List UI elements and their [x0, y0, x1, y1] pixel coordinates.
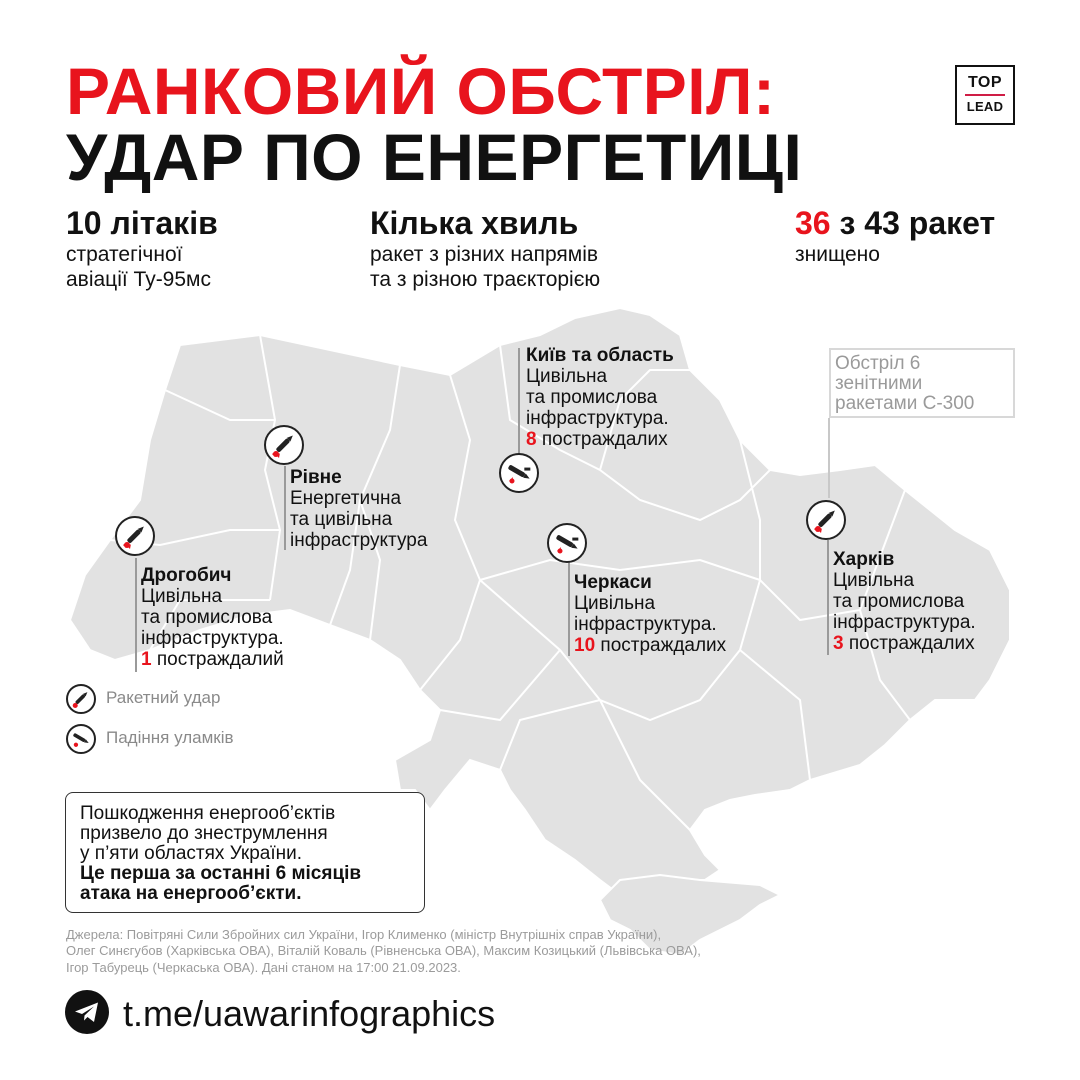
rivne-line1: Енергетична: [290, 487, 402, 509]
stat-waves-line1: ракет з різних напрямів: [370, 242, 599, 266]
cherkasy-line2: інфраструктура.: [574, 613, 717, 635]
missile-strike-icon: [66, 684, 96, 714]
sources-line2: Олег Синєгубов (Харківська ОВА), Віталій Коваль (Рівненська ОВА), Максим Козицький (Львівська ОВА),: [66, 943, 701, 959]
missile-strike-icon: [115, 516, 155, 556]
page-title-line1: РАНКОВИЙ ОБСТРІЛ:: [66, 54, 776, 128]
kharkiv-line1: Цивільна: [833, 569, 915, 591]
missile-strike-icon: [264, 425, 304, 465]
rivne-callout-line: [284, 466, 286, 550]
stat-planes-headline: 10 літаків: [66, 205, 218, 241]
kharkiv-victims: [833, 634, 976, 655]
stat-waves-headline: Кілька хвиль: [370, 205, 579, 241]
telegram-icon[interactable]: [65, 990, 109, 1034]
kyiv-line3: інфраструктура.: [526, 407, 669, 429]
kharkiv-note-line2: зенітними: [835, 372, 923, 394]
cherkasy-callout-line: [568, 560, 570, 656]
debris-icon: [499, 453, 539, 493]
debris-icon: [66, 724, 96, 754]
kharkiv-note-connector: [828, 418, 830, 498]
rivne-line2: та цивільна: [290, 508, 393, 530]
stat-waves: [370, 205, 600, 292]
sources-line3: Ігор Табурець (Черкаська ОВА). Дані станом на 17:00 21.09.2023.: [66, 959, 461, 975]
drohobych-line3: інфраструктура.: [141, 627, 284, 649]
kyiv-victim-label: постраждалих: [536, 428, 668, 450]
kharkiv-line2: та промислова: [833, 590, 965, 612]
info-bold2: атака на енергооб’єкти.: [80, 882, 302, 904]
kharkiv-line3: інфраструктура.: [833, 611, 976, 633]
city-kyiv: [526, 346, 674, 450]
kharkiv-s300-note: [829, 348, 1015, 418]
kharkiv-note-line3: ракетами С-300: [835, 392, 975, 414]
stat-planes: [66, 205, 218, 292]
info-line2: призвело до знеструмлення: [80, 822, 328, 844]
kyiv-name: Київ та область: [526, 345, 674, 366]
info-line1: Пошкодження енергооб’єктів: [80, 803, 336, 824]
kharkiv-victim-label: постраждалих: [843, 632, 975, 654]
kharkiv-victim-count: 3: [833, 632, 844, 654]
stat-planes-line1: стратегічної: [66, 242, 183, 266]
kyiv-line2: та промислова: [526, 386, 658, 408]
drohobych-victim-count: 1: [141, 648, 152, 670]
info-line3: у п’яти областях України.: [80, 842, 303, 864]
drohobych-line1: Цивільна: [141, 585, 223, 607]
kyiv-line1: Цивільна: [526, 365, 608, 387]
city-cherkasy: [574, 573, 726, 657]
city-rivne: [290, 468, 427, 552]
stat-planes-line2: авіації Ту-95мс: [66, 267, 211, 291]
kharkiv-name: Харків: [833, 549, 895, 570]
drohobych-victim-label: постраждалий: [151, 648, 284, 670]
drohobych-callout-line: [135, 558, 137, 672]
missile-strike-icon: [806, 500, 846, 540]
stat-missiles-rest: з 43 ракет: [830, 205, 996, 241]
sources: [66, 927, 866, 976]
city-kharkiv: [833, 550, 976, 654]
legend-debris-label: Падіння уламків: [106, 728, 234, 747]
cherkasy-name: Черкаси: [574, 572, 652, 593]
rivne-line3: інфраструктура: [290, 529, 428, 551]
kyiv-victims: [526, 430, 674, 451]
cherkasy-victim-label: постраждалих: [595, 634, 727, 656]
debris-icon: [547, 523, 587, 563]
stat-missiles-line1: знищено: [795, 242, 880, 266]
info-box: [65, 792, 425, 913]
stat-missiles-headline: [795, 205, 995, 242]
kyiv-victim-count: 8: [526, 428, 537, 450]
kharkiv-note-line1: Обстріл 6: [835, 353, 921, 374]
kyiv-callout-line: [518, 348, 520, 453]
telegram-channel-link[interactable]: t.me/uawarinfographics: [123, 993, 496, 1034]
drohobych-line2: та промислова: [141, 606, 273, 628]
stat-waves-line2: та з різною траєкторією: [370, 267, 601, 291]
info-bold1: Це перша за останні 6 місяців: [80, 862, 362, 884]
logo-bottom-text: LEAD: [966, 99, 1004, 114]
cherkasy-victims: [574, 636, 726, 657]
cherkasy-victim-count: 10: [574, 634, 596, 656]
cherkasy-line1: Цивільна: [574, 592, 656, 614]
legend-missile-strike-label: Ракетний удар: [106, 688, 221, 707]
stat-missiles: [795, 205, 995, 267]
rivne-name: Рівне: [290, 467, 342, 488]
logo-top-text: TOP: [967, 74, 1003, 91]
top-lead-logo: [955, 65, 1015, 125]
drohobych-victims: [141, 650, 284, 671]
page-title-line2: УДАР ПО ЕНЕРГЕТИЦІ: [66, 120, 803, 194]
kharkiv-callout-line: [827, 540, 829, 655]
logo-divider: [965, 94, 1005, 96]
city-drohobych: [141, 566, 284, 670]
drohobych-name: Дрогобич: [141, 565, 232, 586]
stat-missiles-destroyed: 36: [795, 205, 831, 241]
sources-line1: Джерела: Повітряні Сили Збройних сил України, Ігор Клименко (міністр Внутрішніх справ України),: [66, 927, 662, 942]
